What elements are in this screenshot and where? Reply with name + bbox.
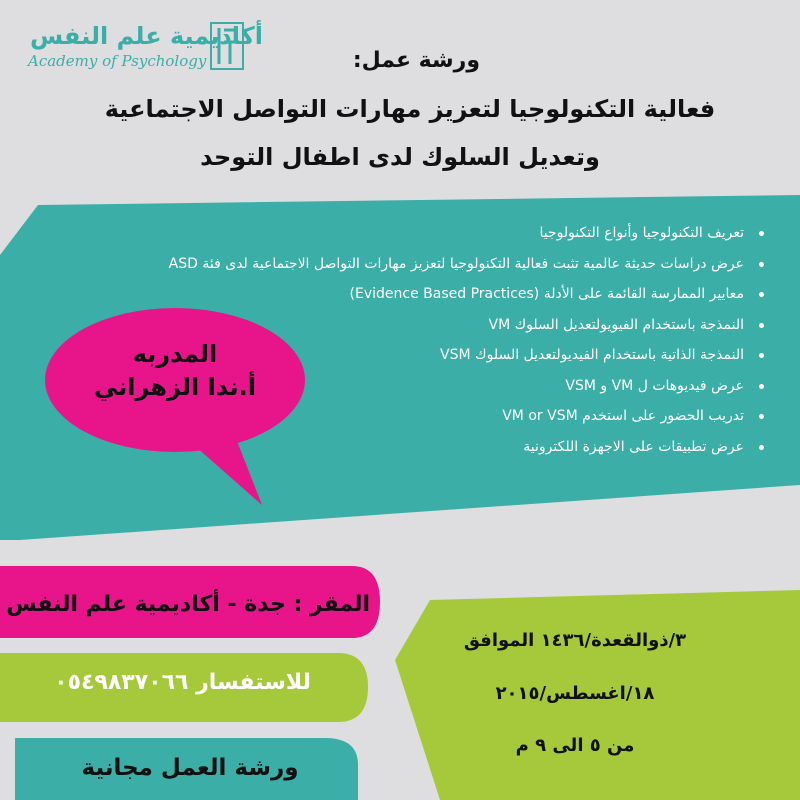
topic-item: عرض تطبيقات على الاجهزة اللكترونية (12, 432, 772, 463)
workshop-title-line1: فعالية التكنولوجيا لتعزيز مهارات التواصل الاجتماعية (104, 95, 716, 123)
topic-item: تعريف التكنولوجيا وأنواع التكنولوجيا (12, 218, 772, 249)
topic-item: عرض فيديوهات ل VM و VSM (12, 371, 772, 402)
topic-item: النمذجة باستخدام الفيويولتعديل السلوك VM (12, 310, 772, 341)
trainer-name: أ.ندا الزهراني (93, 373, 257, 401)
venue-text: المقر : جدة - أكاديمية علم النفس (6, 592, 370, 617)
topic-item: النمذجة الذاتية باستخدام الفيديولتعديل السلوك VSM (12, 340, 772, 371)
logo-english-text: Academy of Psychology (28, 52, 207, 70)
trainer-role: المدربه (132, 340, 218, 368)
logo-arabic-text: أكاديمية علم النفس (30, 22, 263, 50)
hijri-date: ٣/ذوالقعدة/١٤٣٦ الموافق (463, 630, 687, 651)
topic-item: عرض دراسات حديثة عالمية تثبت فعالية التكنولوجيا لتعزيز مهارات التواصل الاجتماعية لدى فئة ASD (12, 249, 772, 280)
workshop-label: ورشة عمل: (352, 48, 480, 73)
topic-item: معايير الممارسة القائمة على الأدلة (Evidence Based Practices) (12, 279, 772, 310)
gregorian-date: ١٨/اغسطس/٢٠١٥ (495, 683, 655, 704)
free-workshop-text: ورشة العمل مجانية (81, 755, 299, 781)
workshop-time: من ٥ الى ٩ م (515, 735, 635, 756)
phone-text: للاستفسار ٠٥٤٩٨٣٧٠٦٦ (54, 670, 311, 695)
workshop-title-line2: وتعديل السلوك لدى اطفال التوحد (200, 143, 600, 171)
topic-item: تدريب الحضور على استخدم VM or VSM (12, 401, 772, 432)
academy-logo-icon (210, 22, 244, 70)
